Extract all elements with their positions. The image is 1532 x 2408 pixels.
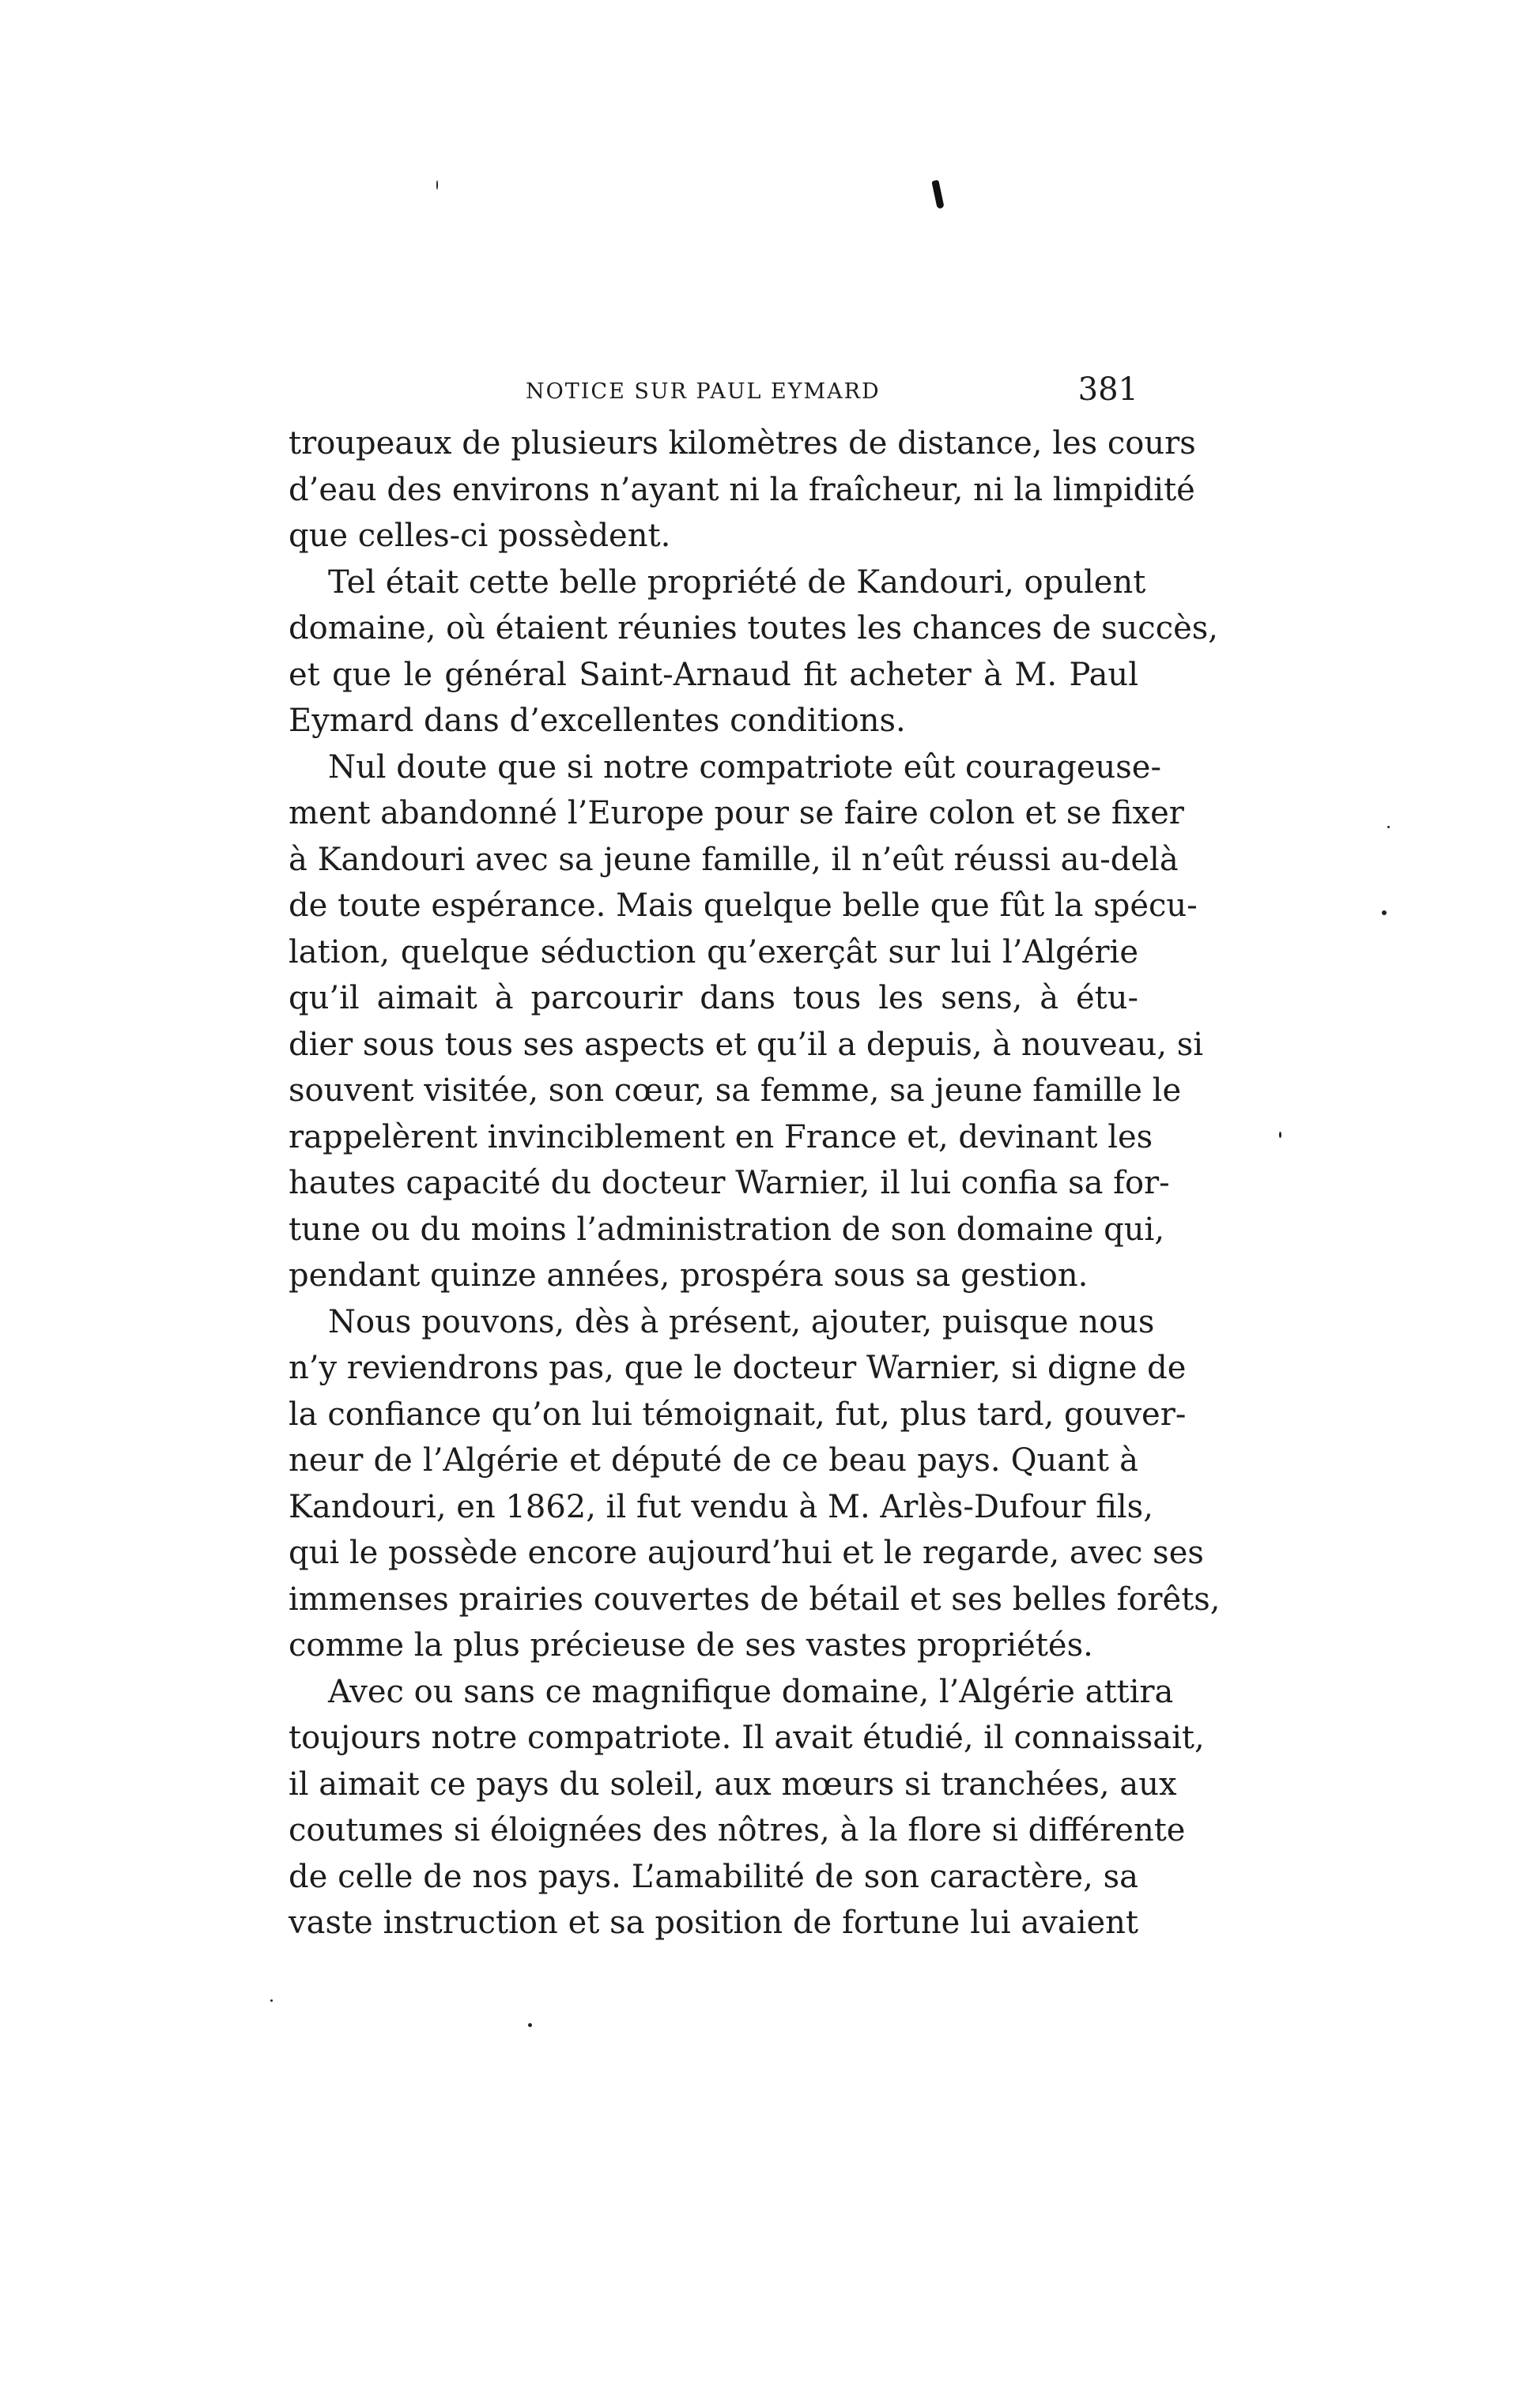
text-line: lation, quelque séduction qu’exerçât sur lui l’Algérie <box>289 933 1138 970</box>
text-line: il aimait ce pays du soleil, aux mœurs si tranchées, aux <box>289 1765 1177 1803</box>
text-line: immenses prairies couvertes de bétail et ses belles forêts, <box>289 1581 1221 1618</box>
scan-speck <box>270 1999 273 2002</box>
text-line: vaste instruction et sa position de fortune lui avaient <box>289 1905 1138 1941</box>
text-line: toujours notre compatriote. Il avait étudié, il connaissait, <box>289 1720 1205 1756</box>
text-line: Kandouri, en 1862, il fut vendu à M. Arlès-Dufour fils, <box>289 1488 1153 1525</box>
text-line: qui le possède encore aujourd’hui et le regarde, avec ses <box>289 1535 1204 1571</box>
body-text <box>289 420 1221 1946</box>
scan-speck <box>436 180 438 190</box>
text-line: de toute espérance. Mais quelque belle que fût la spécu- <box>289 887 1198 924</box>
scan-speck <box>1387 826 1390 828</box>
page-number: 381 <box>1077 371 1138 408</box>
text-line: domaine, où étaient réunies toutes les chances de succès, <box>289 610 1219 646</box>
scan-speck <box>1279 1132 1281 1138</box>
text-line: troupeaux de plusieurs kilomètres de distance, les cours <box>289 425 1196 462</box>
scan-speck <box>1382 910 1387 915</box>
text-line: ment abandonné l’Europe pour se faire colon et se fixer <box>289 795 1184 831</box>
text-line: hautes capacité du docteur Warnier, il lui confia sa for- <box>289 1165 1170 1201</box>
text-line: et que le général Saint-Arnaud fit acheter à M. Paul <box>289 656 1138 693</box>
ink-mark <box>931 179 944 209</box>
text-line: d’eau des environs n’ayant ni la fraîcheur, ni la limpidité <box>289 471 1195 508</box>
text-line: pendant quinze années, prospéra sous sa gestion. <box>289 1257 1089 1294</box>
text-line: Tel était cette belle propriété de Kandouri, opulent <box>328 563 1146 601</box>
text-line: tune ou du moins l’administration de son domaine qui, <box>289 1211 1165 1248</box>
text-line: la confiance qu’on lui témoignait, fut, plus tard, gouver- <box>289 1396 1187 1433</box>
scan-speck <box>528 2023 532 2027</box>
text-line: que celles-ci possèdent. <box>289 518 671 554</box>
running-head <box>289 371 1138 419</box>
running-title: NOTICE SUR PAUL EYMARD <box>526 379 881 404</box>
text-line: dier sous tous ses aspects et qu’il a depuis, à nouveau, si <box>289 1026 1204 1063</box>
text-line: Nul doute que si notre compatriote eût courageuse- <box>328 748 1161 786</box>
text-line: souvent visitée, son cœur, sa femme, sa jeune famille le <box>289 1072 1182 1109</box>
text-line: coutumes si éloignées des nôtres, à la flore si différente <box>289 1812 1186 1848</box>
text-line: qu’il aimait à parcourir dans tous les sens, à étu- <box>289 980 1138 1016</box>
text-line: comme la plus précieuse de ses vastes propriétés. <box>289 1627 1093 1664</box>
text-line: Avec ou sans ce magnifique domaine, l’Algérie attira <box>328 1673 1174 1710</box>
text-line: Eymard dans d’excellentes conditions. <box>289 703 906 739</box>
text-line: neur de l’Algérie et député de ce beau pays. Quant à <box>289 1442 1138 1479</box>
text-line: de celle de nos pays. L’amabilité de son caractère, sa <box>289 1858 1138 1895</box>
text-line: n’y reviendrons pas, que le docteur Warnier, si digne de <box>289 1350 1187 1386</box>
text-line: rappelèrent invinciblement en France et, devinant les <box>289 1118 1153 1155</box>
text-line: à Kandouri avec sa jeune famille, il n’eût réussi au-delà <box>289 841 1179 878</box>
text-line: Nous pouvons, dès à présent, ajouter, puisque nous <box>328 1303 1155 1340</box>
